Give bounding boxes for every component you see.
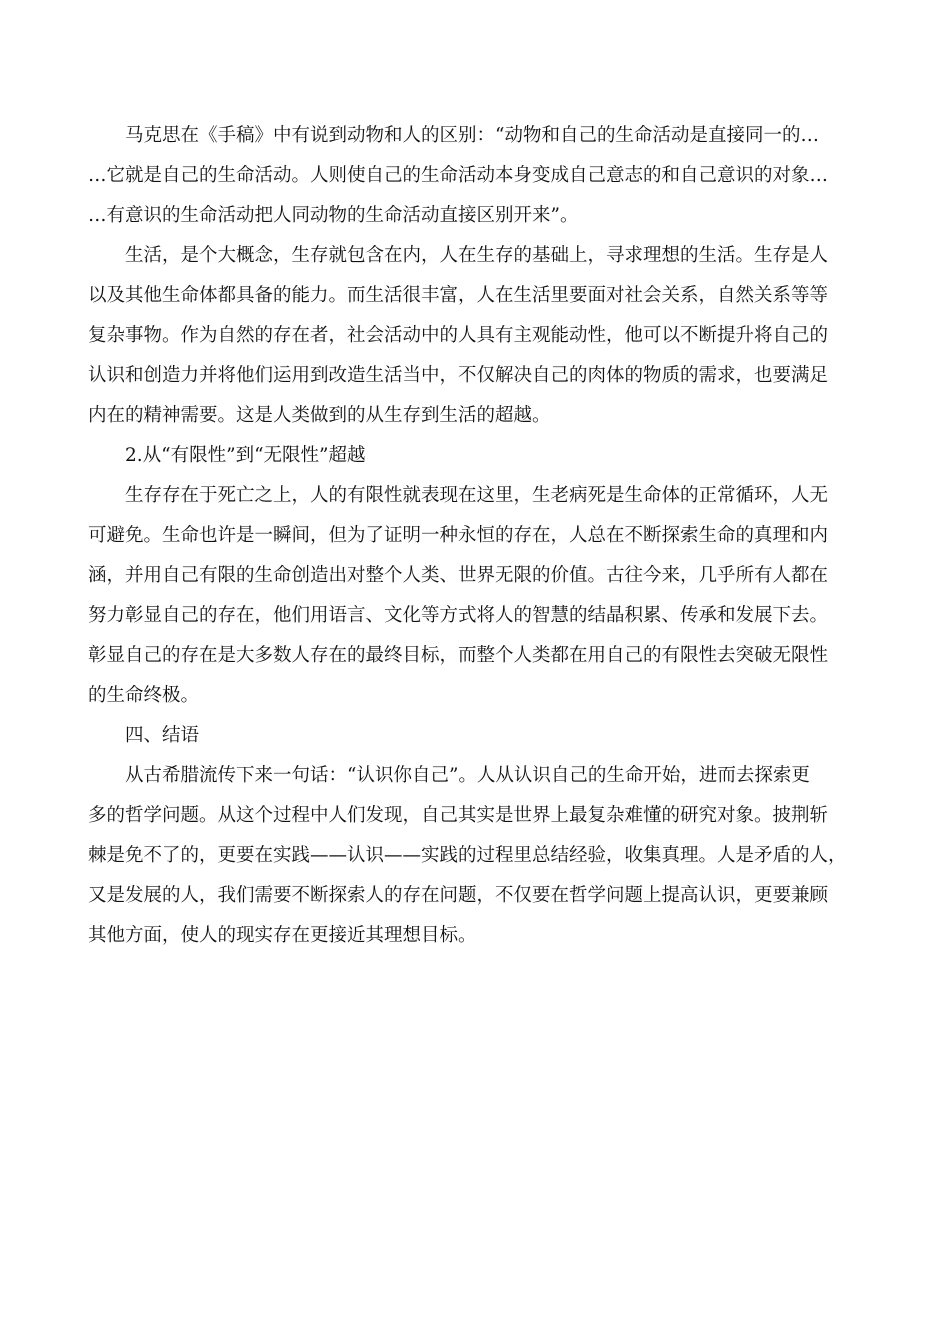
paragraph-line: 的生命终极。 — [88, 685, 200, 706]
paragraph-line: 其他方面，使人的现实存在更接近其理想目标。 — [88, 925, 477, 946]
paragraph-line: 马克思在《手稿》中有说到动物和人的区别：“动物和自己的生命活动是直接同一的… — [125, 125, 819, 146]
paragraph-line: 以及其他生命体都具备的能力。而生活很丰富，人在生活里要面对社会关系，自然关系等等 — [88, 285, 829, 306]
paragraph-line: 多的哲学问题。从这个过程中人们发现，自己其实是世界上最复杂难懂的研究对象。披荆斩 — [88, 805, 829, 826]
section-heading: 2.从“有限性”到“无限性”超越 — [125, 445, 366, 466]
paragraph-line: 从古希腊流传下来一句话：“认识你自己”。人从认识自己的生命开始，进而去探索更 — [125, 765, 810, 786]
paragraph-line: 认识和创造力并将他们运用到改造生活当中，不仅解决自己的肉体的物质的需求，也要满足 — [88, 365, 829, 386]
paragraph-line: 彰显自己的存在是大多数人存在的最终目标，而整个人类都在用自己的有限性去突破无限性 — [88, 645, 829, 666]
paragraph-line: 复杂事物。作为自然的存在者，社会活动中的人具有主观能动性，他可以不断提升将自己的 — [88, 325, 829, 346]
paragraph-line: 内在的精神需要。这是人类做到的从生存到生活的超越。 — [88, 405, 551, 426]
paragraph-line: 涵，并用自己有限的生命创造出对整个人类、世界无限的价值。古往今来，几乎所有人都在 — [88, 565, 829, 586]
paragraph-line: 又是发展的人，我们需要不断探索人的存在问题，不仅要在哲学问题上提高认识，更要兼顾 — [88, 885, 829, 906]
paragraph-line: …有意识的生命活动把人同动物的生命活动直接区别开来”。 — [88, 205, 579, 226]
paragraph-line: 努力彰显自己的存在，他们用语言、文化等方式将人的智慧的结晶积累、传承和发展下去。 — [88, 605, 829, 626]
paragraph-line: 棘是免不了的，更要在实践——认识——实践的过程里总结经验，收集真理。人是矛盾的人， — [88, 845, 847, 866]
paragraph-line: …它就是自己的生命活动。人则使自己的生命活动本身变成自己意志的和自己意识的对象… — [88, 165, 829, 186]
paragraph-line: 生活，是个大概念，生存就包含在内，人在生存的基础上，寻求理想的生活。生存是人 — [125, 245, 829, 266]
paragraph-line: 可避免。生命也许是一瞬间，但为了证明一种永恒的存在，人总在不断探索生命的真理和内 — [88, 525, 829, 546]
paragraph-line: 生存存在于死亡之上，人的有限性就表现在这里，生老病死是生命体的正常循环，人无 — [125, 485, 829, 506]
section-heading: 四、结语 — [125, 725, 200, 746]
